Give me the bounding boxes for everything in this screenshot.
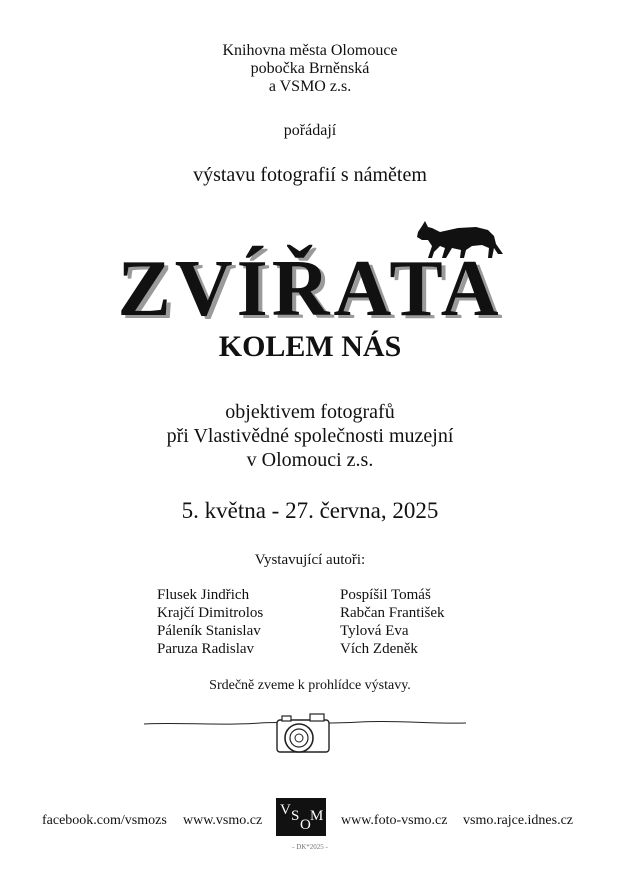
vsmo-website-link[interactable]: www.vsmo.cz [183, 813, 263, 828]
author-name: Rabčan František [340, 605, 445, 621]
svg-text:O: O [300, 817, 311, 833]
author-name: Vích Zdeněk [340, 641, 418, 657]
organizer-line: Knihovna města Olomouce [222, 42, 398, 59]
credit-text: - DK*2025 - [292, 843, 328, 851]
poradaji-text: pořádají [283, 122, 337, 139]
author-name: Flusek Jindřich [157, 587, 250, 603]
author-name: Tylová Eva [340, 623, 409, 639]
invitation-text: Srdečně zveme k prohlídce výstavy. [209, 678, 411, 693]
organizer-line: pobočka Brněnská [250, 60, 370, 77]
description-line: v Olomouci z.s. [246, 449, 374, 471]
svg-text:M: M [310, 808, 324, 824]
rajce-link[interactable]: vsmo.rajce.idnes.cz [463, 813, 574, 828]
svg-text:S: S [291, 808, 300, 824]
camera-icon [140, 706, 470, 762]
description-line: objektivem fotografů [225, 401, 395, 423]
facebook-link[interactable]: facebook.com/vsmozs [42, 813, 167, 828]
vsmo-logo [276, 798, 326, 836]
exhibition-title: ZVÍŘATA [117, 245, 503, 333]
organizer-line: a VSMO z.s. [268, 78, 352, 95]
authors-column-left [157, 586, 263, 658]
svg-text:V: V [280, 802, 291, 818]
authors-heading: Vystavující autoři: [254, 552, 366, 568]
author-name: Páleník Stanislav [157, 623, 261, 639]
exhibition-dates: 5. května - 27. června, 2025 [181, 498, 439, 523]
exhibition-subtitle: KOLEM NÁS [218, 330, 402, 363]
intro-text: výstavu fotografií s námětem [193, 164, 427, 186]
foto-vsmo-link[interactable]: www.foto-vsmo.cz [341, 813, 448, 828]
photographers-description [0, 400, 620, 472]
author-name: Krajčí Dimitrolos [157, 605, 264, 621]
description-line: při Vlastivědné společnosti muzejní [166, 425, 454, 447]
organizers [0, 42, 620, 96]
author-name: Paruza Radislav [157, 641, 255, 657]
author-name: Pospíšil Tomáš [340, 587, 431, 603]
authors-column-right [340, 586, 445, 658]
